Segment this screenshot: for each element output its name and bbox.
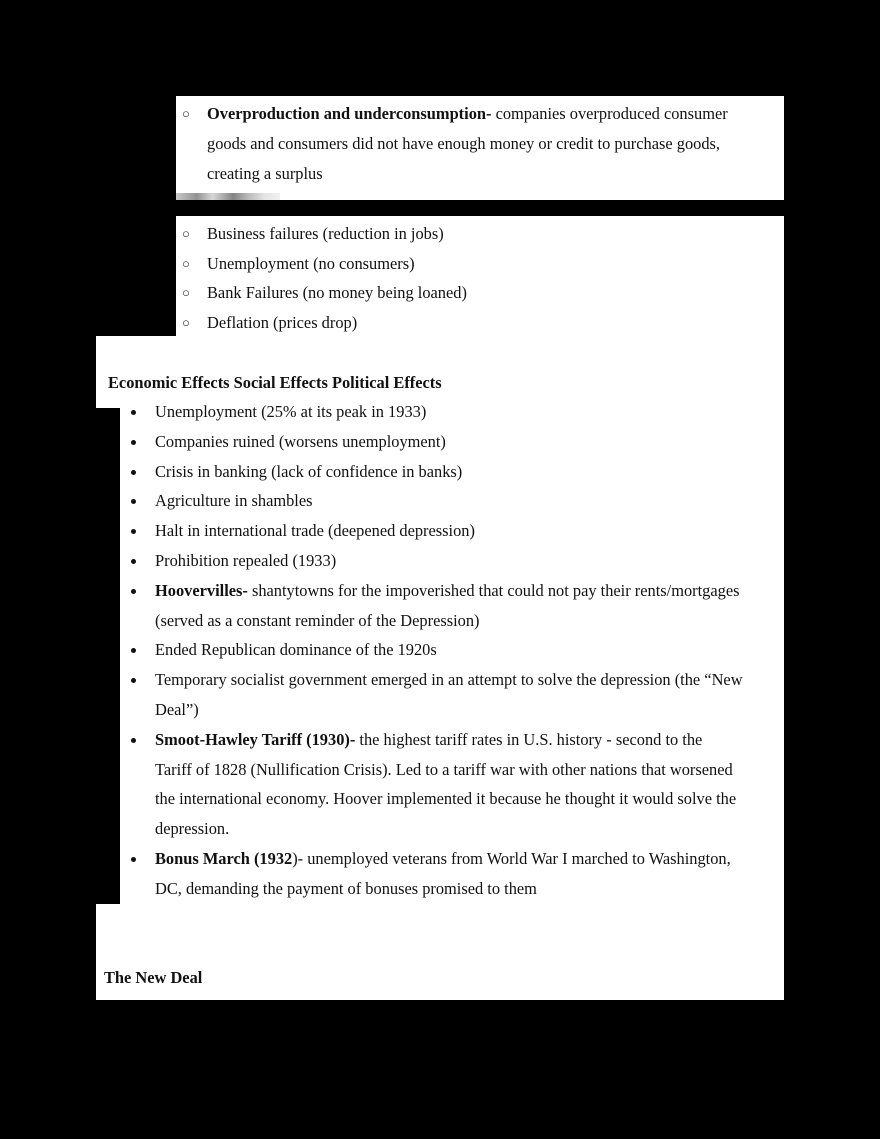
smoot-hawley-desc-1: the highest tariff rates in U.S. history - second to the <box>355 730 703 749</box>
sub-bullet-icon: ○ <box>182 226 190 241</box>
overproduction-desc-2: goods and consumers did not have enough money or credit to purchase goods, <box>207 134 721 153</box>
list-item: Business failures (reduction in jobs) <box>207 224 444 243</box>
list-item: Crisis in banking (lack of confidence in banks) <box>155 462 463 481</box>
list-item: Agriculture in shambles <box>155 491 313 510</box>
bonus-march-term: Bonus March (1932 <box>155 849 293 868</box>
new-deal-heading: The New Deal <box>104 968 203 987</box>
overproduction-term: Overproduction and underconsumption- <box>207 104 492 123</box>
bullet-icon <box>131 410 136 415</box>
sub-bullet-icon: ○ <box>182 256 190 271</box>
list-item: Halt in international trade (deepened depression) <box>155 521 475 540</box>
list-item: Companies ruined (worsens unemployment) <box>155 432 446 451</box>
sub-bullet-icon: ○ <box>182 106 190 121</box>
hoovervilles-desc-2: (served as a constant reminder of the Depression) <box>155 611 480 630</box>
bullet-icon <box>131 589 136 594</box>
bullet-icon <box>131 440 136 445</box>
bullet-icon <box>131 857 136 862</box>
bullet-icon <box>131 559 136 564</box>
list-item: Bank Failures (no money being loaned) <box>207 283 467 302</box>
smoot-hawley-desc-3: the international economy. Hoover implemented it because he thought it would solve the <box>155 789 737 808</box>
bullet-icon <box>131 470 136 475</box>
bullet-icon <box>131 738 136 743</box>
overproduction-item <box>207 104 728 124</box>
list-item: Deflation (prices drop) <box>207 313 358 332</box>
list-item: Unemployment (no consumers) <box>207 254 415 273</box>
page-region-heading <box>96 336 784 408</box>
bonus-march-item <box>155 849 731 869</box>
bullet-icon <box>131 678 136 683</box>
clipped-text-artifact <box>176 193 280 200</box>
hoovervilles-item <box>155 581 739 601</box>
overproduction-desc-3: creating a surplus <box>207 164 323 183</box>
bonus-march-desc-1: )- unemployed veterans from World War I marched to Washington, <box>292 849 731 868</box>
list-item: Prohibition repealed (1933) <box>155 551 337 570</box>
smoot-hawley-desc-4: depression. <box>155 819 230 838</box>
bullet-icon <box>131 499 136 504</box>
overproduction-desc-1: companies overproduced consumer <box>491 104 728 123</box>
hoovervilles-desc-1: shantytowns for the impoverished that could not pay their rents/mortgages <box>247 581 740 600</box>
sub-bullet-icon: ○ <box>182 315 190 330</box>
bonus-march-desc-2: DC, demanding the payment of bonuses promised to them <box>155 879 537 898</box>
bullet-icon <box>131 648 136 653</box>
bullet-icon <box>131 529 136 534</box>
effects-heading: Economic Effects Social Effects Political Effects <box>108 373 442 392</box>
socialist-gov-desc-1: Temporary socialist government emerged in an attempt to solve the depression (the “New <box>155 670 743 689</box>
list-item: Ended Republican dominance of the 1920s <box>155 640 437 659</box>
smoot-hawley-item <box>155 730 702 750</box>
hoovervilles-term: Hoovervilles- <box>155 581 248 600</box>
list-item: Unemployment (25% at its peak in 1933) <box>155 402 427 421</box>
sub-bullet-icon: ○ <box>182 285 190 300</box>
smoot-hawley-term: Smoot-Hawley Tariff (1930)- <box>155 730 356 749</box>
smoot-hawley-desc-2: Tariff of 1828 (Nullification Crisis). Led to a tariff war with other nations that worsened <box>155 760 733 779</box>
socialist-gov-desc-2: Deal”) <box>155 700 199 719</box>
